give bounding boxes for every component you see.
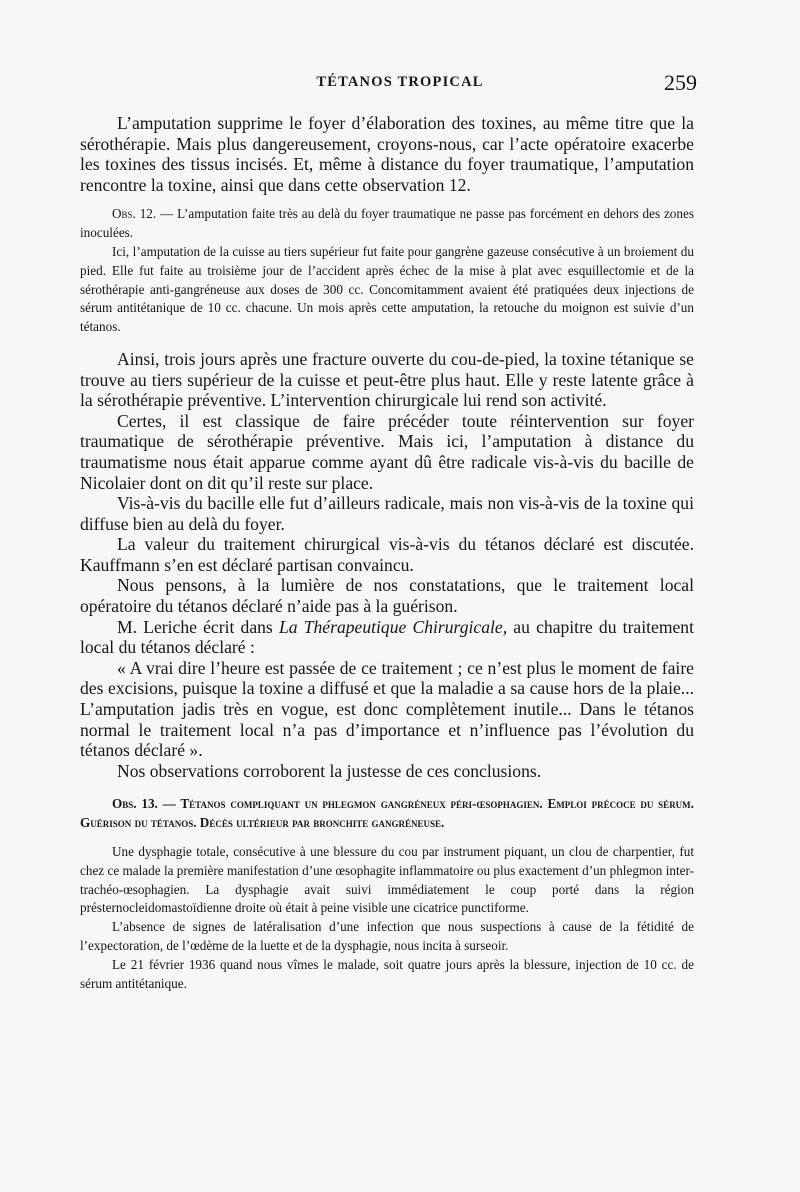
observation-12-text: Ici, l’amputation de la cuisse au tiers supérieur fut faite pour gangrène gazeuse consécutive à un broiement du pied. Elle fut faite au troisième jour de l’accident après échec de la mise à plat avec esquillectomie et de la sérothérapie anti-gangréneuse aux doses de 300 cc. Concomitamment avaient été pratiquées deux injections de sérum antitétanique de 10 cc. chacune. Un mois après cette amputation, la retouche du moignon est suivie d’un tétanos. [80, 243, 694, 335]
paragraph-4: Vis-à-vis du bacille elle fut d’ailleurs radicale, mais non vis-à-vis de la toxine qui diffuse bien au delà du foyer. [80, 493, 694, 534]
paragraph-1: L’amputation supprime le foyer d’élaboration des toxines, au même titre que la sérothérapie. Mais plus dangereusement, croyons-nous, car l’acte opératoire exacerbe les toxines des tissus incisés. Et, même à distance du foyer traumatique, l’amputation rencontre la toxine, ainsi que dans cette observation 12. [80, 113, 694, 195]
paragraph-7-start: M. Leriche écrit dans [117, 616, 279, 637]
paragraph-6: Nous pensons, à la lumière de nos constatations, que le traitement local opératoire du tétanos déclaré n’aide pas à la guérison. [80, 575, 694, 617]
observation-13-title: — Tétanos compliquant un phlegmon gangréneux péri-œsophagien. Emploi précoce du sérum. Guérison du tétanos. Décès ultérieur par bronchite gangréneuse. [80, 796, 694, 831]
page-header [0, 70, 800, 96]
observation-13-para-1: Une dysphagie totale, consécutive à une blessure du cou par instrument piquant, un clou de charpentier, fut chez ce malade la première manifestation d’une œsophagite inflammatoire ou plus exactement d’un phlegmon inter-trachéo-œsophagien. La dysphagie avait suivi immédiatement le coup porté dans la région présternocleidomastoïdienne droite où était à peine visible une cicatrice punctiforme. [80, 844, 694, 916]
observation-13-heading [80, 795, 694, 833]
observation-12-summary: — L’amputation faite très au delà du foyer traumatique ne passe pas forcément en dehors des zones inoculées. [80, 206, 694, 241]
paragraph-7-end: au chapitre du traitement local du tétanos déclaré : [80, 616, 694, 658]
observation-12-label: Obs. 12. [112, 206, 157, 222]
paragraph-7 [80, 617, 694, 658]
paragraph-2: Ainsi, trois jours après une fracture ouverte du cou-de-pied, la toxine tétanique se trouve au tiers supérieur de la cuisse et peut-être plus haut. Elle y reste latente grâce à la sérothérapie préventive. L’intervention chirurgicale lui rend son activité. [80, 348, 694, 411]
paragraph-5: La valeur du traitement chirurgical vis-à-vis du tétanos déclaré est discutée. Kauffmann s’en est déclaré partisan convaincu. [80, 534, 694, 575]
book-title: La Thérapeutique Chirurgicale, [278, 616, 508, 637]
leriche-quote: « A vrai dire l’heure est passée de ce traitement ; ce n’est plus le moment de faire des excisions, puisque la toxine a diffusé et que la maladie a sa cause hors de la plaie... L’amputation jadis très en vogue, est donc complètement inutile... Dans le tétanos normal le traitement local n’a pas d’importance et n’influence pas l’évolution du tétanos déclaré ». [80, 657, 694, 761]
paragraph-3: Certes, il est classique de faire précéder toute réintervention sur foyer traumatique de sérothérapie préventive. Mais ici, l’amputation à distance du traumatisme nous était apparue comme ayant dû être radicale vis-à-vis du bacille de Nicolaier dont on dit qu’il reste sur place. [80, 410, 694, 493]
paragraph-9: Nos observations corroborent la justesse de ces conclusions. [117, 760, 542, 781]
observation-12-intro [80, 205, 694, 243]
page-number: 259 [664, 70, 697, 95]
running-title: TÉTANOS TROPICAL [316, 74, 484, 90]
observation-13-label: Obs. 13. [112, 796, 158, 812]
observation-13-para-2: L’absence de signes de latéralisation d’une infection que nous suspections à cause de la fétidité de l’expectoration, de l’œdème de la luette et de la dysphagie, nous incita à surseoir. [80, 919, 694, 953]
body-text [80, 113, 694, 993]
observation-13-para-3: Le 21 février 1936 quand nous vîmes le malade, soit quatre jours après la blessure, injection de 10 cc. de sérum antitétanique. [80, 956, 694, 991]
